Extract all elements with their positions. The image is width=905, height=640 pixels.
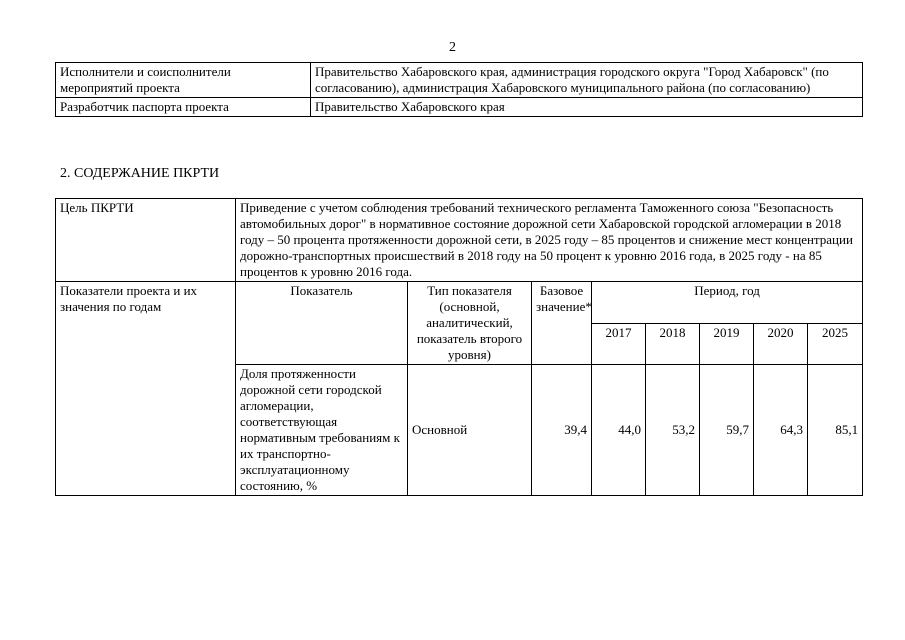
header-year: 2018 <box>646 323 700 365</box>
header-year: 2019 <box>700 323 754 365</box>
indicator-type: Основной <box>408 365 532 496</box>
indicator-value: 85,1 <box>808 365 863 496</box>
indicator-name: Доля протяженности дорожной сети городской агломерации, соответствующая нормативным требованиям к их транспортно-эксплуатационному состоянию, % <box>236 365 408 496</box>
table-row <box>56 199 863 282</box>
table-row <box>56 63 863 98</box>
header-year: 2025 <box>808 323 863 365</box>
header-period: Период, год <box>592 282 863 324</box>
goal-label: Цель ПКРТИ <box>56 199 236 282</box>
header-year: 2020 <box>754 323 808 365</box>
header-base: Базовое значение* <box>532 282 592 365</box>
indicators-label: Показатели проекта и их значения по годам <box>56 282 236 496</box>
table-row <box>56 282 863 324</box>
section-title: 2. СОДЕРЖАНИЕ ПКРТИ <box>60 166 220 181</box>
indicator-value: 64,3 <box>754 365 808 496</box>
header-indicator: Показатель <box>236 282 408 365</box>
indicator-base: 39,4 <box>532 365 592 496</box>
indicator-value: 59,7 <box>700 365 754 496</box>
goal-text: Приведение с учетом соблюдения требований технического регламента Таможенного союза "Безопасность автомобильных дорог" в нормативное состояние дорожной сети Хабаровской городской агломерации в 2018 году – 50 процента протяженности дорожной сети, в 2025 году – 85 процентов и снижение мест концентрации дорожно-транспортных происшествий в 2018 году на 50 процент к уровню 2016 года, в 2025 году - на 85 процентов к уровню 2016 года. <box>236 199 863 282</box>
executors-label: Исполнители и соисполнители мероприятий проекта <box>56 63 311 98</box>
table-row <box>56 98 863 117</box>
indicator-value: 44,0 <box>592 365 646 496</box>
executors-value: Правительство Хабаровского края, администрация городского округа "Город Хабаровск" (по согласованию), администрация Хабаровского муниципального района (по согласованию) <box>311 63 863 98</box>
content-table <box>55 198 863 496</box>
passport-table <box>55 62 863 117</box>
indicator-value: 53,2 <box>646 365 700 496</box>
header-type: Тип показателя (основной, аналитический, показатель второго уровня) <box>408 282 532 365</box>
developer-value: Правительство Хабаровского края <box>311 98 863 117</box>
page-number: 2 <box>449 40 456 55</box>
header-year: 2017 <box>592 323 646 365</box>
developer-label: Разработчик паспорта проекта <box>56 98 311 117</box>
